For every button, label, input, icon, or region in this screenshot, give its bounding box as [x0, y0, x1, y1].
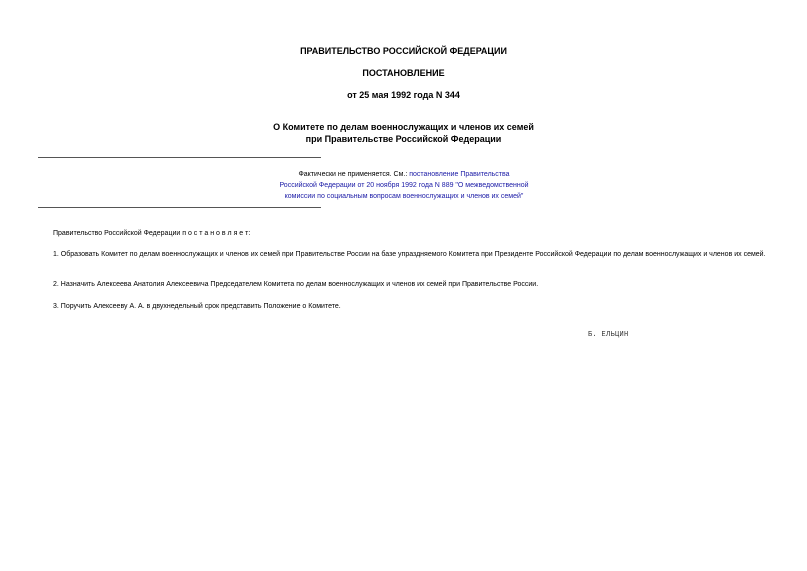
divider-top: [38, 157, 321, 158]
item-3: 3. Поручить Алексееву А. А. в двухнедельный срок представить Положение о Комитете.: [53, 303, 341, 310]
item-2: 2. Назначить Алексеева Анатолия Алексеевича Председателем Комитета по делам военнослужащих и членов их семей при Правительстве России.: [53, 281, 539, 288]
note-link-line1[interactable]: постановление Правительства: [409, 171, 510, 178]
note-prefix: Фактически не применяется. См.:: [298, 171, 410, 178]
document-title-line1: О Комитете по делам военнослужащих и членов их семей: [273, 122, 534, 132]
document-title-line2: при Правительстве Российской Федерации: [305, 134, 502, 144]
document-title: [0, 121, 807, 145]
item-1-text: 1. Образовать Комитет по делам военнослужащих и членов их семей при Правительстве России на базе упраздняемого Комитета при Президенте Российской Федерации по делам военнослужащих и членов их семей.: [53, 251, 766, 258]
preamble-spaced: п о с т а н о в л я е т:: [182, 230, 251, 237]
preamble-start: Правительство Российской Федерации: [53, 230, 183, 237]
item-1: [38, 249, 769, 260]
applicability-note: [264, 169, 544, 202]
note-link-line2[interactable]: Российской Федерации от 20 ноября 1992 года N 889 "О межведомственной: [279, 182, 529, 189]
preamble: [38, 228, 784, 239]
government-heading: ПРАВИТЕЛЬСТВО РОССИЙСКОЙ ФЕДЕРАЦИИ: [300, 46, 507, 56]
document-type-heading: ПОСТАНОВЛЕНИЕ: [362, 68, 445, 78]
signature: Б. ЕЛЬЦИН: [588, 331, 629, 339]
divider-bottom: [38, 207, 321, 208]
date-number-heading: от 25 мая 1992 года N 344: [347, 90, 460, 100]
note-link-line3[interactable]: комиссии по социальным вопросам военнослужащих и членов их семей": [284, 193, 524, 200]
